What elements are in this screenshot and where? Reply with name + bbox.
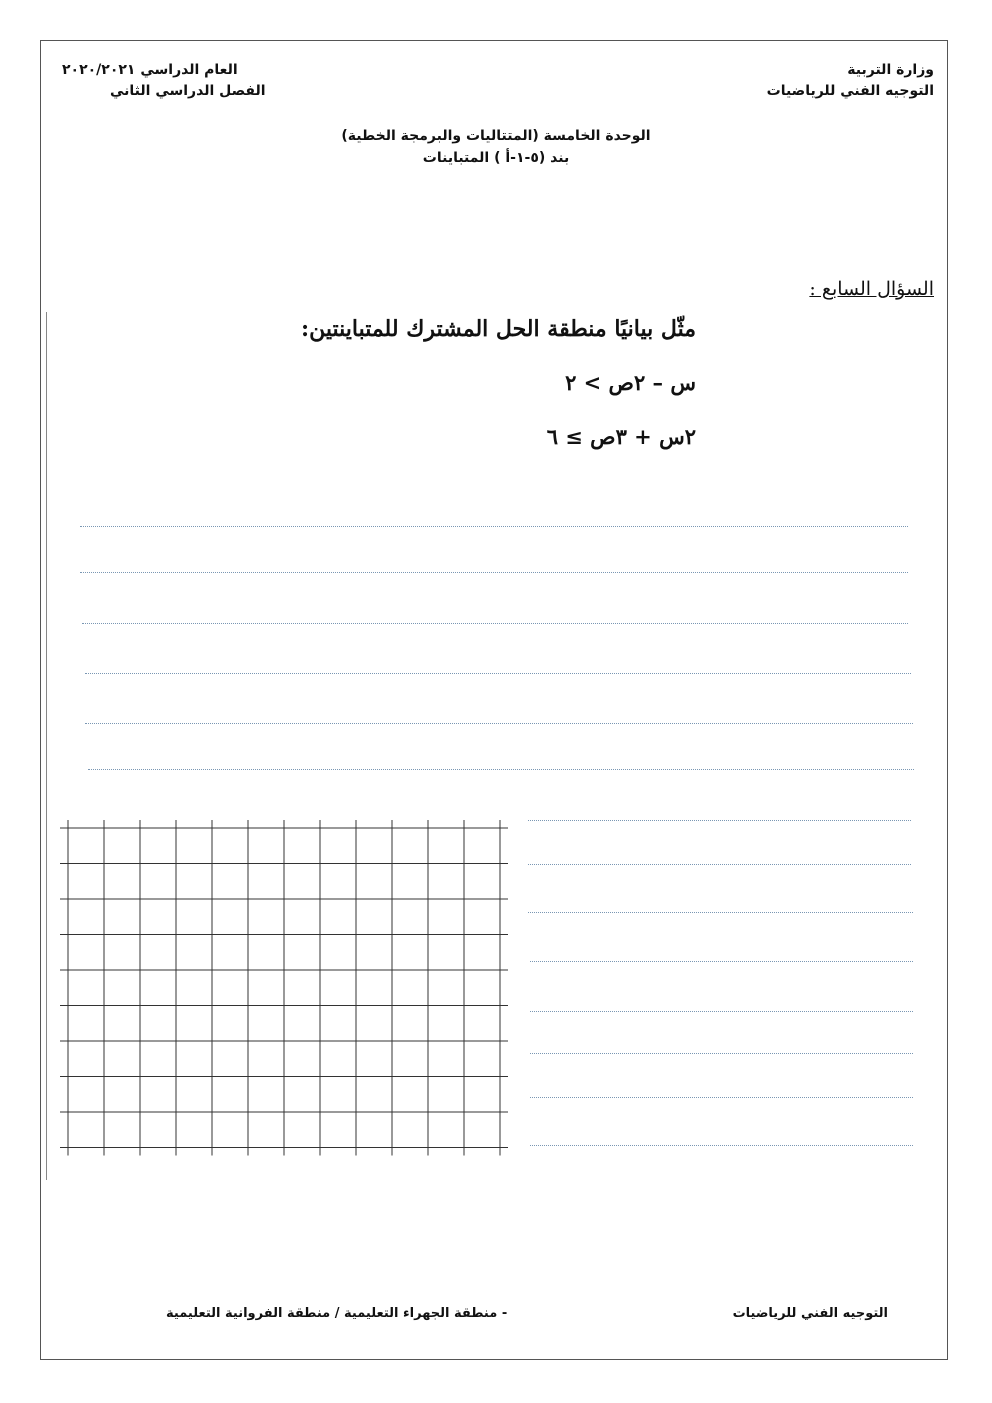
graph-grid[interactable] (58, 818, 513, 1163)
academic-year: العام الدراسي ٢٠٢٠/٢٠٢١ (62, 62, 238, 78)
question-prompt: مثّل بيانيًا منطقة الحل المشترك للمتباينتين: (300, 316, 696, 342)
answer-line[interactable] (88, 769, 914, 770)
answer-line-short[interactable] (530, 1145, 913, 1146)
answer-line-short[interactable] (528, 820, 911, 821)
answer-line[interactable] (80, 526, 908, 527)
inequality-1: س – ٢ص > ٢ (565, 370, 696, 395)
footer-department: التوجيه الفني للرياضيات (732, 1306, 888, 1321)
answer-line-short[interactable] (530, 961, 913, 962)
margin-line (46, 312, 47, 1180)
answer-line[interactable] (85, 673, 911, 674)
answer-line-short[interactable] (528, 912, 913, 913)
answer-line[interactable] (80, 572, 908, 573)
question-label: السؤال السابع : (809, 278, 934, 300)
answer-line-short[interactable] (530, 1097, 913, 1098)
inequality-2: ٢س + ٣ص ≥ ٦ (546, 424, 696, 449)
answer-line-short[interactable] (530, 1053, 913, 1054)
answer-line[interactable] (82, 623, 908, 624)
footer-regions: - منطقة الجهراء التعليمية / منطقة الفروانية التعليمية (166, 1306, 508, 1321)
semester: الفصل الدراسي الثاني (110, 83, 266, 99)
section-title: بند (٥-١-أ ) المتباينات (422, 150, 570, 166)
answer-line-short[interactable] (530, 1011, 913, 1012)
department-name: التوجيه الفني للرياضيات (766, 83, 934, 99)
answer-line[interactable] (85, 723, 913, 724)
answer-line-short[interactable] (528, 864, 911, 865)
unit-title: الوحدة الخامسة (المتتاليات والبرمجة الخطية) (341, 128, 651, 144)
ministry-name: وزارة التربية (847, 62, 934, 78)
